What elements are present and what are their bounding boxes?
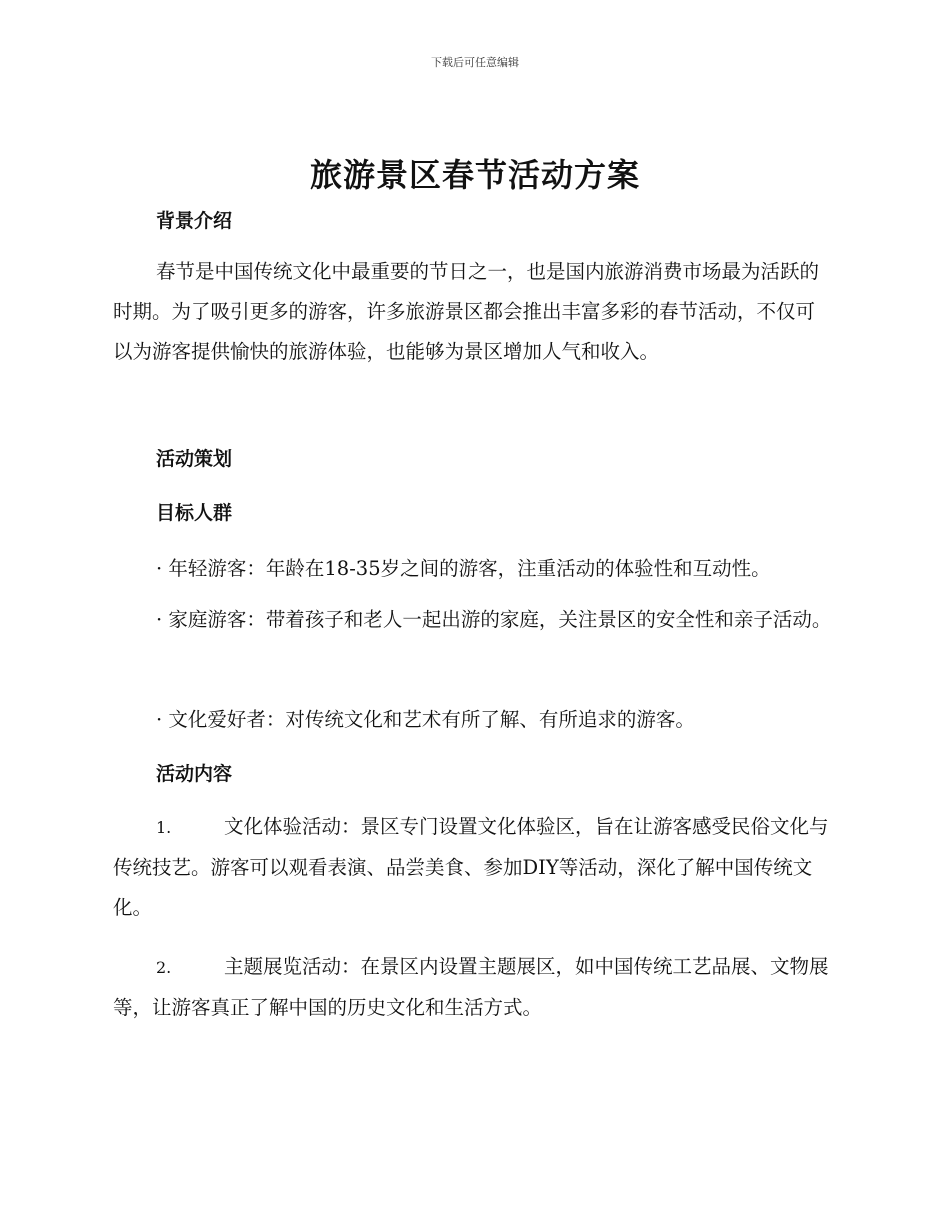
list-number: 1. [156, 818, 172, 837]
list-item-target-young: · 年轻游客：年龄在18-35岁之间的游客，注重活动的体验性和互动性。 [156, 557, 771, 580]
header-note: 下载后可任意编辑 [431, 56, 519, 69]
list-item-target-culture: · 文化爱好者：对传统文化和艺术有所了解、有所追求的游客。 [156, 708, 695, 731]
list-item-text: 主题展览活动：在景区内设置主题展区，如中国传统工艺品展、文物展等，让游客真正了解中国的历史文化和生活方式。 [113, 955, 829, 1019]
heading-target: 目标人群 [156, 502, 233, 524]
list-number: 2. [156, 958, 172, 977]
heading-content: 活动内容 [156, 763, 233, 785]
list-item-content-2 [113, 947, 833, 1028]
page-title: 旅游景区春节活动方案 [309, 156, 640, 194]
heading-planning: 活动策划 [156, 448, 233, 470]
list-item-text: 文化体验活动：景区专门设置文化体验区，旨在让游客感受民俗文化与传统技艺。游客可以观看表演、品尝美食、参加DIY等活动，深化了解中国传统文化。 [113, 815, 829, 919]
list-item-content-1 [113, 807, 833, 928]
paragraph-background: 春节是中国传统文化中最重要的节日之一，也是国内旅游消费市场最为活跃的时期。为了吸引更多的游客，许多旅游景区都会推出丰富多彩的春节活动，不仅可以为游客提供愉快的旅游体验，也能够为景区增加人气和收入。 [113, 260, 820, 363]
list-item-target-family: · 家庭游客：带着孩子和老人一起出游的家庭，关注景区的安全性和亲子活动。 [156, 608, 832, 631]
heading-background: 背景介绍 [156, 210, 233, 232]
